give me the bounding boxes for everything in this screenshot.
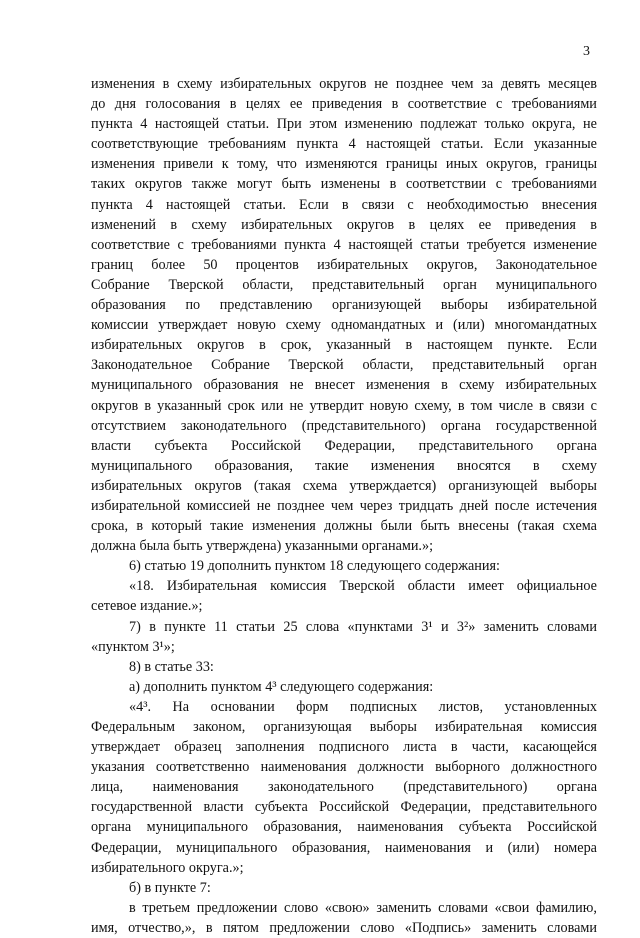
text-line: комиссии утверждает новую схему одномандатных и (или) многомандатных	[91, 317, 597, 334]
text-line: лица, наименования законодательного (представительного) органа	[91, 779, 597, 796]
text-line: Законодательное Собрание Тверской области, представительный орган	[91, 357, 597, 374]
text-line: таких округов также могут быть изменены в соответствии с требованиями	[91, 176, 597, 193]
text-line: имя, отчество,», в пятом предложении слово «Подпись» заменить словами	[91, 919, 597, 936]
text-line: изменения привели к тому, что изменяются границы иных округов, границы	[91, 156, 597, 173]
text-line: границ более 50 процентов избирательных округов, Законодательное	[91, 256, 597, 273]
text-line: указания соответственно наименования должности выборного должностного	[91, 759, 597, 776]
text-line: округов в указанный срок или не утвердит новую схему, в том числе в связи с	[91, 397, 597, 414]
text-line: «4³. На основании форм подписных листов, установленных	[129, 698, 597, 715]
text-line: государственной власти субъекта Российской Федерации, представительного	[91, 799, 597, 816]
text-line: муниципального образования не внесет изменения в схему избирательных	[91, 377, 597, 394]
text-line: «18. Избирательная комиссия Тверской области имеет официальное	[129, 578, 597, 595]
text-line: соответствие с требованиями пункта 4 настоящей статьи требуется изменение	[91, 236, 597, 253]
text-line: б) в пункте 7:	[129, 879, 211, 896]
text-line: а) дополнить пунктом 4³ следующего содержания:	[129, 678, 434, 695]
text-line: «пунктом 3¹»;	[91, 638, 175, 655]
text-line: 7) в пункте 11 статьи 25 слова «пунктами 3¹ и 3²» заменить словами	[129, 618, 597, 635]
text-line: муниципального образования, такие изменения вносятся в схему	[91, 457, 597, 474]
text-line: пункта 4 настоящей статьи. Если в связи с необходимостью внесения	[91, 196, 597, 213]
text-line: утверждает образец заполнения подписного листа в части, касающейся	[91, 739, 597, 756]
text-line: избирательной комиссией не позднее чем через тридцать дней после истечения	[91, 497, 597, 514]
text-line: пункта 4 настоящей статьи. При этом изменению подлежат только округа, не	[91, 116, 597, 133]
text-line: до дня голосования в целях ее приведения в соответствие с требованиями	[91, 96, 597, 113]
text-line: избирательных округов (такая схема утверждается) организующей выборы	[91, 477, 597, 494]
body-text	[91, 74, 597, 938]
page-number: 3	[583, 44, 590, 59]
text-line: в третьем предложении слово «свою» заменить словами «свои фамилию,	[129, 899, 597, 916]
text-line: 6) статью 19 дополнить пунктом 18 следующего содержания:	[129, 558, 500, 575]
text-line: срока, в который такие изменения должны были быть внесены (такая схема	[91, 518, 597, 535]
text-line: изменения в схему избирательных округов не позднее чем за девять месяцев	[91, 76, 597, 92]
text-line: власти субъекта Российской Федерации, представительного органа	[91, 437, 597, 454]
text-line: Федерации, муниципального образования, наименования и (или) номера	[91, 839, 597, 856]
text-line: органа муниципального образования, наименования субъекта Российской	[91, 819, 597, 836]
text-line: должна была быть утверждена) указанными органами.»;	[91, 538, 434, 555]
text-line: Федеральным законом, организующая выборы избирательная комиссия	[91, 719, 597, 735]
text-line: сетевое издание.»;	[91, 598, 203, 615]
text-line: Собрание Тверской области, представительный орган муниципального	[91, 276, 597, 293]
text-line: 8) в статье 33:	[129, 658, 214, 675]
text-line: отсутствием законодательного (представительного) органа государственной	[91, 417, 597, 434]
text-line: избирательных округов в срок, указанный в настоящем пункте. Если	[91, 337, 597, 354]
text-line: изменений в схему избирательных округов в целях ее приведения в	[91, 216, 597, 233]
text-line: избирательного округа.»;	[91, 859, 244, 876]
text-line: соответствующие требованиям пункта 4 настоящей статьи. Если указанные	[91, 136, 597, 153]
text-line: образования по представлению организующей выборы избирательной	[91, 297, 597, 314]
